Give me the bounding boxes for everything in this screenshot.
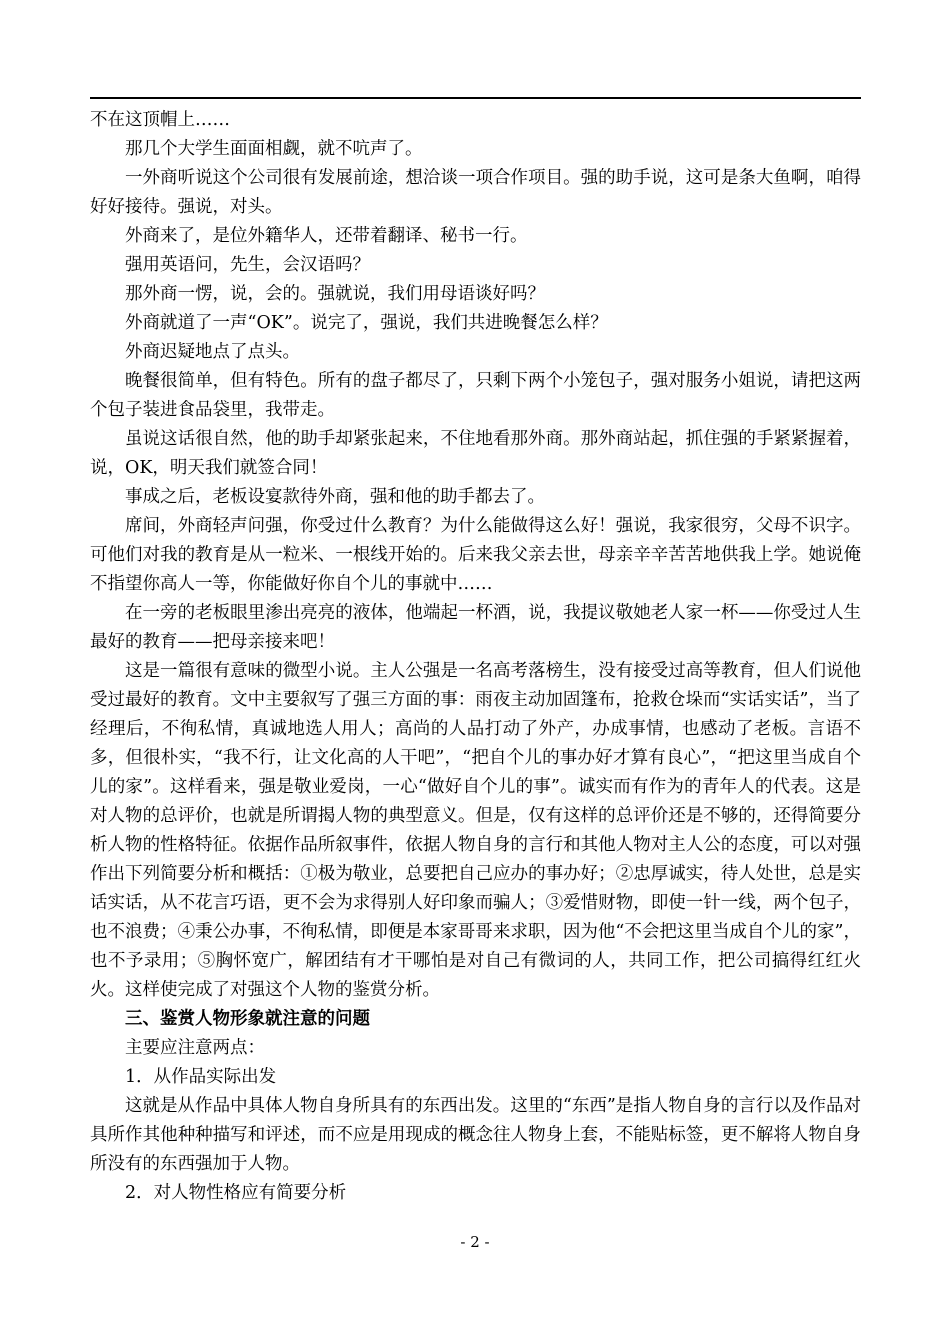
paragraph: 主要应注意两点： [125, 1038, 265, 1058]
paragraph: 那外商一愣，说，会的。强就说，我们用母语谈好吗？ [125, 284, 545, 304]
paragraph: 这就是从作品中具体人物自身所具有的东西出发。这里的“东西”是指人物自身的言行以及作品对具所作其他种种描写和评述，而不应是用现成的概念往人物身上套，不能贴标签，更不解将人物自身所没有的东西强加于人物。 [90, 1096, 861, 1174]
paragraph: 晚餐很简单，但有特色。所有的盘子都尽了，只剩下两个小笼包子，强对服务小姐说，请把这两个包子装进食品袋里，我带走。 [90, 371, 861, 420]
paragraph: 不在这顶帽上…… [90, 110, 230, 130]
paragraph: 外商来了，是位外籍华人，还带着翻译、秘书一行。 [125, 226, 528, 246]
paragraph: 外商迟疑地点了点头。 [125, 342, 300, 362]
paragraph: 2．对人物性格应有简要分析 [125, 1183, 347, 1203]
paragraph: 虽说这话很自然，他的助手却紧张起来，不住地看那外商。那外商站起，抓住强的手紧紧握着，说，OK，明天我们就签合同！ [90, 429, 861, 478]
paragraph: 在一旁的老板眼里渗出亮亮的液体，他端起一杯酒，说，我提议敬她老人家一杯——你受过人生最好的教育——把母亲接来吧！ [90, 603, 861, 652]
paragraph: 事成之后，老板设宴款待外商，强和他的助手都去了。 [125, 487, 545, 507]
section-heading: 三、鉴赏人物形象就注意的问题 [125, 1009, 370, 1029]
paragraph: 1．从作品实际出发 [125, 1067, 277, 1087]
paragraph: 外商就道了一声“OK”。说完了，强说，我们共进晚餐怎么样？ [125, 313, 608, 333]
header-rule [90, 97, 861, 99]
paragraph: 这是一篇很有意味的微型小说。主人公强是一名高考落榜生，没有接受过高等教育，但人们说他受过最好的教育。文中主要叙写了强三方面的事：雨夜主动加固篷布，抢救仓垛而“实话实话”，当了经理后，不徇私情，真诚地选人用人；高尚的人品打动了外产，办成事情，也感动了老板。言语不多，但很朴实，“我不行，让文化高的人干吧”，“把自个儿的事办好才算有良心”，“把这里当成自个儿的家”。这样看来，强是敬业爱岗，一心“做好自个儿的事”。诚实而有作为的青年人的代表。这是对人物的总评价，也就是所谓揭人物的典型意义。但是，仅有这样的总评价还是不够的，还得简要分析人物的性格特征。依据作品所叙事件，依据人物自身的言行和其他人物对主人公的态度，可以对强作出下列简要分析和概括：①极为敬业，总要把自己应办的事办好；②忠厚诚实，待人处世，总是实话实话，从不花言巧语，更不会为求得别人好印象而骗人；③爱惜财物，即使一针一线，两个包子，也不浪费；④秉公办事，不徇私情，即便是本家哥哥来求职，因为他“不会把这里当成自个儿的家”，也不予录用；⑤胸怀宽广，解团结有才干哪怕是对自己有微词的人，共同工作，把公司搞得红红火火。这样使完成了对强这个人物的鉴赏分析。 [90, 661, 861, 1000]
page-number: - 2 - [460, 1233, 490, 1251]
paragraph: 一外商听说这个公司很有发展前途，想洽谈一项合作项目。强的助手说，这可是条大鱼啊，咱得好好接待。强说，对头。 [90, 168, 861, 217]
paragraph: 那几个大学生面面相觑，就不吭声了。 [125, 139, 423, 159]
paragraph: 席间，外商轻声问强，你受过什么教育？为什么能做得这么好！强说，我家很穷，父母不识字。可他们对我的教育是从一粒米、一根线开始的。后来我父亲去世，母亲辛辛苦苦地供我上学。她说俺不指望你高人一等，你能做好你自个儿的事就中…… [90, 516, 861, 594]
body-text [90, 106, 861, 1208]
paragraph: 强用英语问，先生，会汉语吗？ [125, 255, 370, 275]
